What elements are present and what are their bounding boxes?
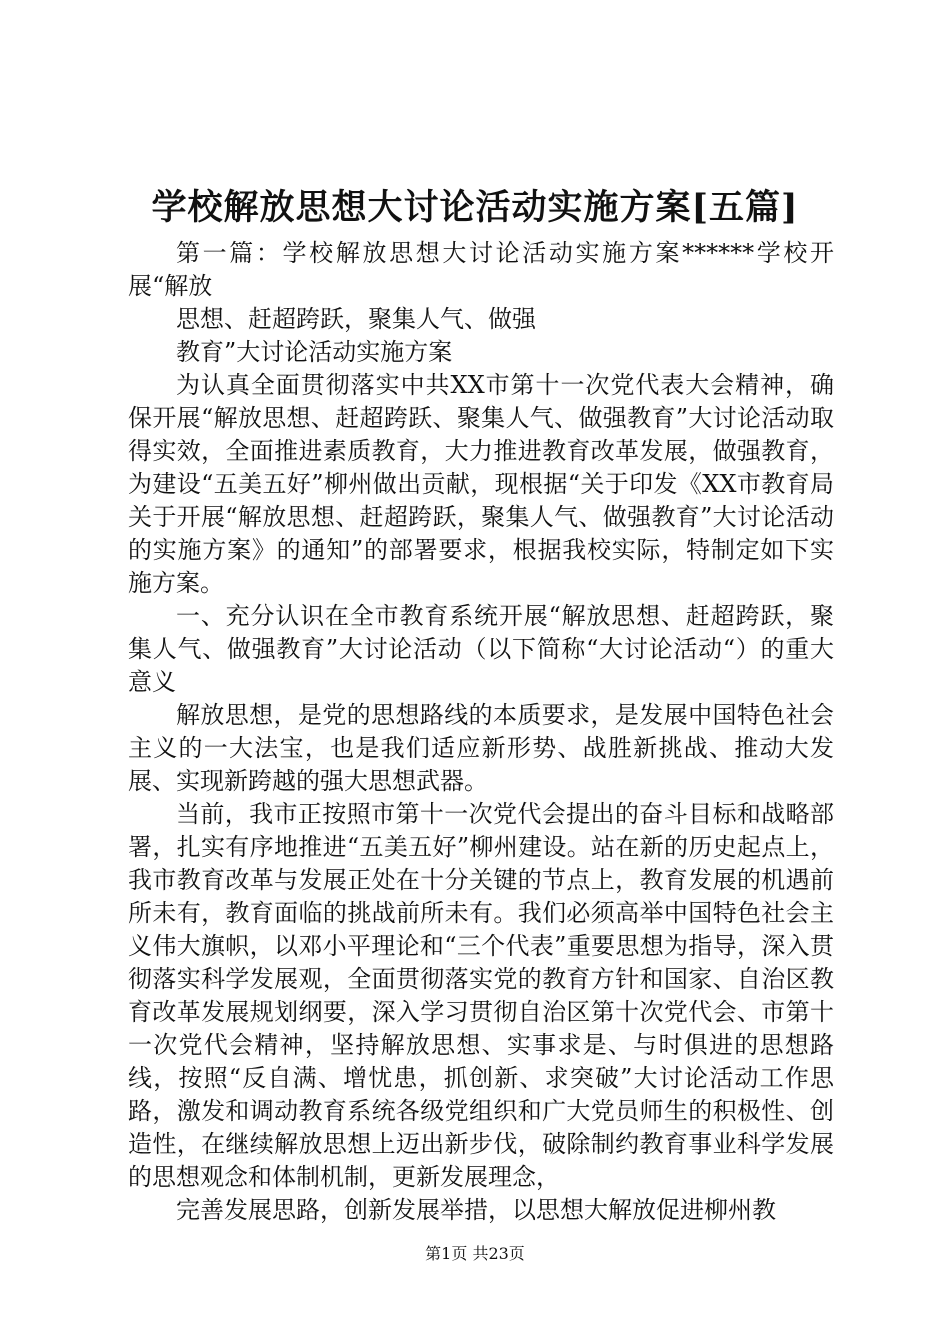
- page-footer: [0, 1243, 950, 1265]
- paragraph: 教育”大讨论活动实施方案: [176, 338, 453, 366]
- paragraph: 当前，我市正按照市第十一次党代会提出的奋斗目标和战略部署，扎实有序地推进“五美五好”柳州建设。站在新的历史起点上，我市教育改革与发展正处在十分关键的节点上，教育发展的机遇前所未有，教育面临的挑战前所未有。我们必须高举中国特色社会主义伟大旗帜，以邓小平理论和“三个代表”重要思想为指导，深入贯彻落实科学发展观，全面贯彻落实党的教育方针和国家、自治区教育改革发展规划纲要，深入学习贯彻自治区第十次党代会、市第十一次党代会精神，坚持解放思想、实事求是、与时俱进的思想路线，按照“反自满、增忧患，抓创新、求突破”大讨论活动工作思路，激发和调动教育系统各级党组织和广大党员师生的积极性、创造性，在继续解放思想上迈出新步伐，破除制约教育事业科学发展的思想观念和体制机制，更新发展理念，: [128, 800, 834, 1191]
- paragraph: 解放思想，是党的思想路线的本质要求，是发展中国特色社会主义的一大法宝，也是我们适应新形势、战胜新挑战、推动大发展、实现新跨越的强大思想武器。: [128, 701, 834, 795]
- paragraph: 完善发展思路，创新发展举措，以思想大解放促进柳州教: [176, 1196, 776, 1224]
- paragraph: 一、充分认识在全市教育系统开展“解放思想、赶超跨跃，聚集人气、做强教育”大讨论活动（以下简称“大讨论活动“）的重大意义: [128, 602, 834, 696]
- document-body: [128, 237, 834, 1227]
- paragraph: 第一篇：学校解放思想大讨论活动实施方案******学校开展“解放: [128, 239, 834, 300]
- paragraph: 为认真全面贯彻落实中共XX市第十一次党代表大会精神，确保开展“解放思想、赶超跨跃、聚集人气、做强教育”大讨论活动取得实效，全面推进素质教育，大力推进教育改革发展，做强教育，为建设“五美五好”柳州做出贡献，现根据“关于印发《XX市教育局关于开展“解放思想、赶超跨跃，聚集人气、做强教育”大讨论活动的实施方案》的通知”的部署要求，根据我校实际，特制定如下实施方案。: [128, 371, 834, 597]
- page-number: 第1页 共23页: [425, 1244, 525, 1263]
- document-title: 学校解放思想大讨论活动实施方案[五篇]: [151, 187, 799, 228]
- paragraph: 思想、赶超跨跃，聚集人气、做强: [176, 305, 536, 333]
